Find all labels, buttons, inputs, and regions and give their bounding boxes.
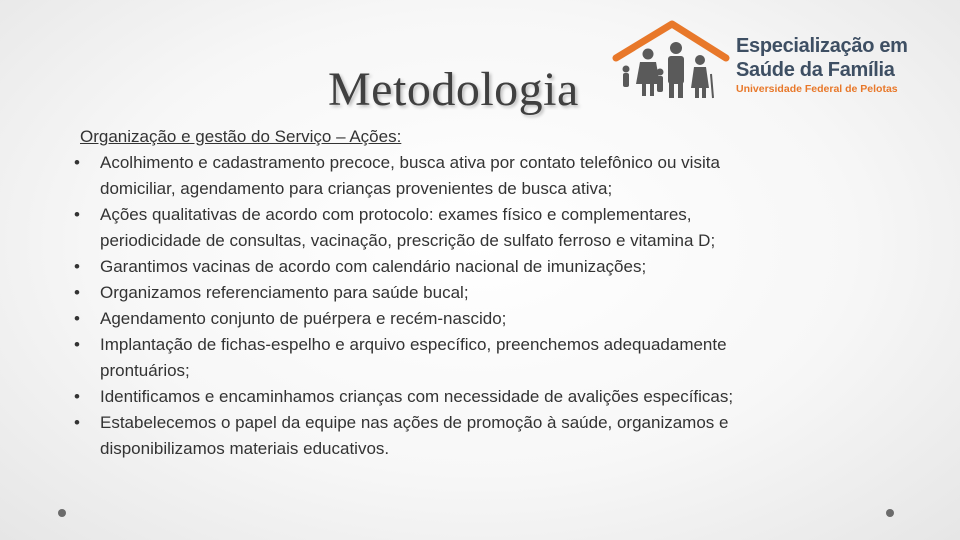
bullet-item <box>72 332 862 384</box>
bullet-item <box>72 280 862 306</box>
logo-line-2: Saúde da Família <box>736 59 895 81</box>
section-subtitle: Organização e gestão do Serviço – Ações: <box>80 127 402 146</box>
bullet-glyph: • <box>74 309 80 328</box>
bullet-item <box>72 410 862 462</box>
bullet-line: Identificamos e encaminhamos crianças com necessidade de avalições específicas; <box>100 387 734 406</box>
logo-line-3: Universidade Federal de Pelotas <box>736 83 898 95</box>
program-logo <box>612 14 912 104</box>
bullet-line: domiciliar, agendamento para crianças provenientes de busca ativa; <box>100 179 613 198</box>
bullet-item <box>72 254 862 280</box>
bullet-list <box>72 150 862 462</box>
bullet-glyph: • <box>74 413 80 432</box>
corner-dot-left <box>58 509 66 517</box>
bullet-line: Estabelecemos o papel da equipe nas ações de promoção à saúde, organizamos e <box>100 413 729 432</box>
bullet-item <box>72 384 862 410</box>
bullet-line: periodicidade de consultas, vacinação, prescrição de sulfato ferroso e vitamina D; <box>100 231 716 250</box>
bullet-line: Garantimos vacinas de acordo com calendário nacional de imunizações; <box>100 257 647 276</box>
bullet-glyph: • <box>74 387 80 406</box>
slide-body <box>72 124 862 462</box>
logo-line-1: Especialização em <box>736 35 908 57</box>
bullet-line: Agendamento conjunto de puérpera e recém-nascido; <box>100 309 507 328</box>
bullet-line: Acolhimento e cadastramento precoce, busca ativa por contato telefônico ou visita <box>100 153 720 172</box>
family-house-icon <box>612 14 736 104</box>
bullet-line: Ações qualitativas de acordo com protocolo: exames físico e complementares, <box>100 205 692 224</box>
bullet-item <box>72 306 862 332</box>
bullet-item <box>72 150 862 202</box>
bullet-glyph: • <box>74 283 80 302</box>
corner-dot-right <box>886 509 894 517</box>
bullet-line: Implantação de fichas-espelho e arquivo específico, preenchemos adequadamente <box>100 335 727 354</box>
bullet-line: prontuários; <box>100 361 190 380</box>
bullet-line: disponibilizamos materiais educativos. <box>100 439 390 458</box>
bullet-line: Organizamos referenciamento para saúde bucal; <box>100 283 469 302</box>
bullet-glyph: • <box>74 205 80 224</box>
bullet-item <box>72 202 862 254</box>
bullet-glyph: • <box>74 257 80 276</box>
bullet-glyph: • <box>74 335 80 354</box>
bullet-glyph: • <box>74 153 80 172</box>
slide-title: Metodologia <box>328 63 579 116</box>
